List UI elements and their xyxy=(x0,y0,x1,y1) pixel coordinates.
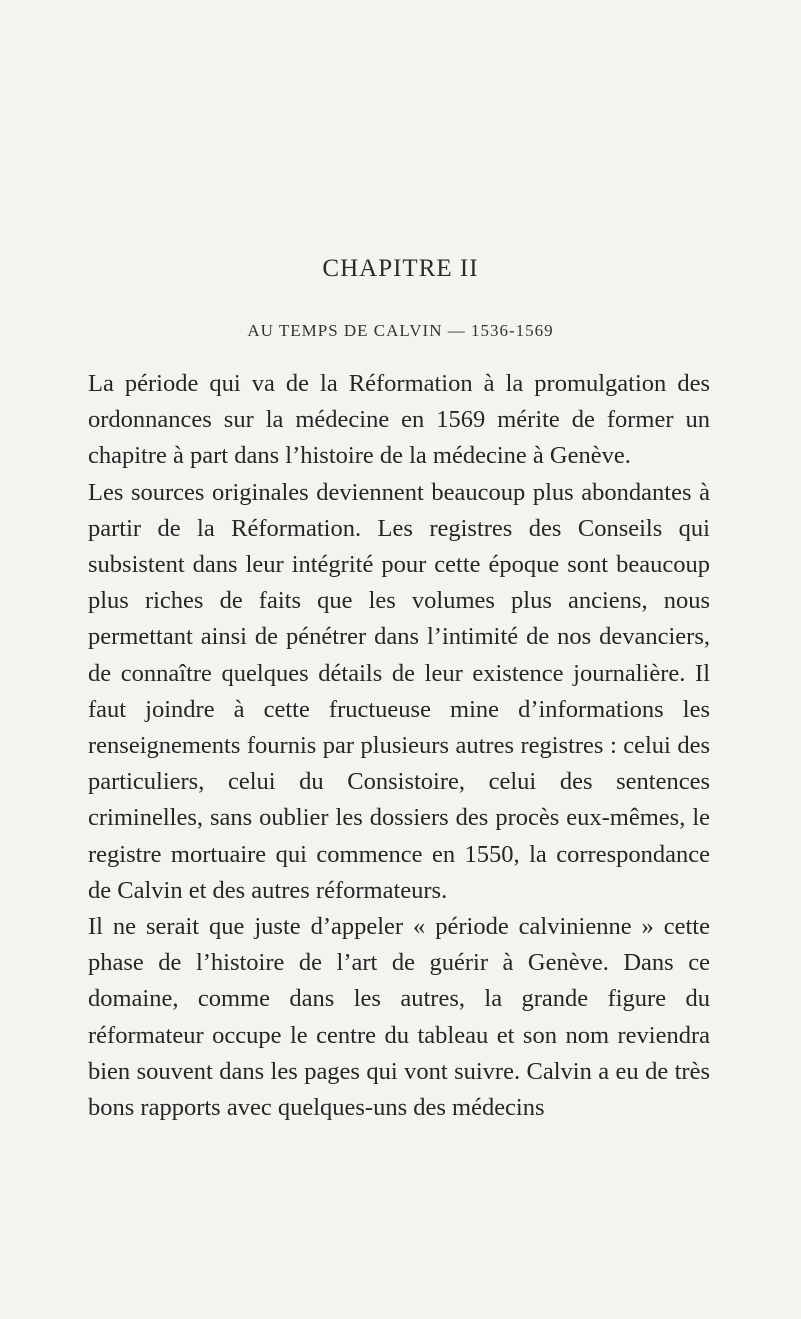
chapter-subtitle: AU TEMPS DE CALVIN — 1536-1569 xyxy=(247,321,554,340)
chapter-body xyxy=(88,366,710,1126)
paragraph-3: Il ne serait que juste d’appeler « période calvinienne » cette phase de l’histoire de l’art de guérir à Genève. Dans ce domaine, comme dans les autres, la grande figure du réformateur occupe le centre du tableau et son nom reviendra bien souvent dans les pages qui vont suivre. Calvin a eu de très bons rapports avec quelques-uns des médecins xyxy=(88,913,710,1122)
paragraph-1: La période qui va de la Réformation à la promulgation des ordonnances sur la médecine en 1569 mérite de former un chapitre à part dans l’histoire de la médecine à Genève. xyxy=(88,370,710,470)
paragraph-2: Les sources originales deviennent beaucoup plus abondantes à partir de la Réformation. Les registres des Conseils qui subsistent dans leur intégrité pour cette époque sont beaucoup plus riches de faits que les volumes plus anciens, nous permettant ainsi de pénétrer dans l’intimité de nos devanciers, de connaître quelques détails de leur existence journalière. Il faut joindre à cette fructueuse mine d’informations les renseignements fournis par plusieurs autres registres : celui des particuliers, celui du Consistoire, celui des sentences criminelles, sans oublier les dossiers des procès eux-mêmes, le registre mortuaire qui commence en 1550, la correspondance de Calvin et des autres réformateurs. xyxy=(88,478,710,904)
chapter-title: CHAPITRE II xyxy=(322,255,479,282)
